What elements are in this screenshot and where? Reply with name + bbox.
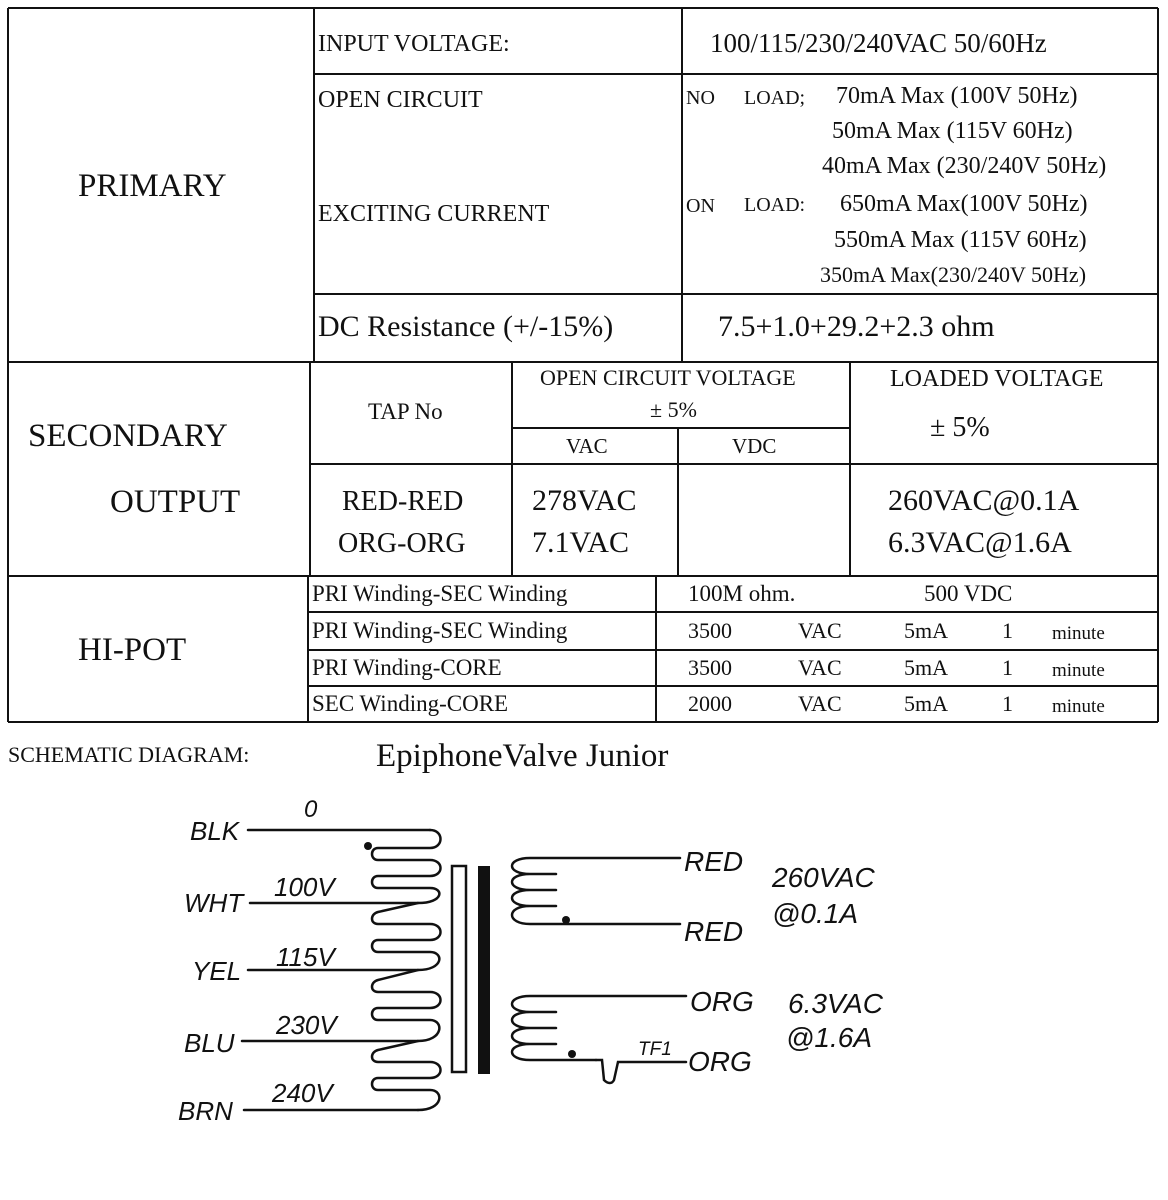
hipot-current: 5mA [904,691,948,716]
blu-wire-label: BLU [184,1028,235,1058]
tap-cell: ORG-ORG [338,528,466,559]
secondary-1-coil [512,858,680,924]
hipot-current: 5mA [904,655,948,680]
vac-cell: 278VAC [532,484,637,517]
red-wire-label: RED [684,846,744,877]
output-section-label: OUTPUT [110,484,241,520]
secondary-1-rating: @0.1A [772,898,859,929]
on-load-line: 650mA Max(100V 50Hz) [840,191,1088,217]
secondary-2-rating: 6.3VAC [788,988,883,1019]
no-load-line: 50mA Max (115V 60Hz) [832,118,1073,144]
hipot-unit: VAC [798,691,842,716]
hipot-test-name: PRI Winding-SEC Winding [312,618,568,643]
schematic-heading: SCHEMATIC DIAGRAM: [8,742,250,767]
wht-tap-label: 100V [274,872,335,902]
loaded-cell: 260VAC@0.1A [888,484,1080,517]
vdc-header: VDC [732,434,777,458]
primary-section-label: PRIMARY [78,168,227,204]
hipot-value: 3500 [688,655,732,680]
on-load-line: 550mA Max (115V 60Hz) [834,227,1087,253]
ocv-tolerance: ± 5% [650,397,697,422]
hipot-unit: VAC [798,618,842,643]
tap-no-header: TAP No [368,399,443,424]
on-load-label: LOAD: [744,194,806,216]
tf1-fuse [596,1060,686,1083]
on-load-line: 350mA Max(230/240V 50Hz) [820,262,1087,287]
no-load-prefix: NO [686,87,715,109]
dc-resistance-value: 7.5+1.0+29.2+2.3 ohm [718,310,995,343]
vac-cell: 7.1VAC [532,526,629,559]
loaded-cell: 6.3VAC@1.6A [888,526,1072,559]
exciting-current-label: EXCITING CURRENT [318,201,550,227]
tap-cell: RED-RED [342,486,464,517]
brn-wire-label: BRN [178,1096,233,1126]
hipot-test-name: PRI Winding-CORE [312,655,502,680]
tf1-label: TF1 [638,1039,672,1060]
loaded-tolerance: ± 5% [930,412,990,443]
on-load-prefix: ON [686,195,715,217]
schematic-title: EpiphoneValve Junior [376,738,669,774]
no-load-line: 70mA Max (100V 50Hz) [836,83,1078,109]
hipot-current: 5mA [904,618,948,643]
loaded-voltage-header: LOADED VOLTAGE [890,366,1104,392]
hipot-unit: VAC [798,655,842,680]
hipot-test-name: PRI Winding-SEC Winding [312,581,568,606]
yel-tap-label: 115V [276,942,335,972]
hipot-time: minute [1052,696,1105,717]
hipot-value: 2000 [688,691,732,716]
open-circuit-label: OPEN CIRCUIT [318,87,483,113]
org-wire-label: ORG [690,986,754,1017]
blu-tap-label: 230V [276,1010,337,1040]
hipot-section-label: HI-POT [78,632,187,668]
secondary-2-phase-dot [568,1050,576,1058]
secondary-section-label: SECONDARY [28,418,228,454]
blk-tap-label: 0 [304,796,318,823]
secondary-1-rating: 260VAC [772,862,875,893]
input-voltage-label: INPUT VOLTAGE: [318,31,510,57]
input-voltage-value: 100/115/230/240VAC 50/60Hz [710,28,1047,58]
org-wire-label: ORG [688,1046,752,1077]
hipot-test-name: SEC Winding-CORE [312,691,509,716]
no-load-label: LOAD; [744,87,806,109]
brn-tap-label: 240V [272,1078,333,1108]
hipot-count: 1 [1002,691,1013,716]
ocv-header: OPEN CIRCUIT VOLTAGE [540,365,796,390]
no-load-line: 40mA Max (230/240V 50Hz) [822,153,1107,179]
hipot-count: 1 [1002,618,1013,643]
yel-wire-label: YEL [192,956,242,986]
wht-wire-label: WHT [184,888,244,918]
secondary-1-phase-dot [562,916,570,924]
hipot-resistance: 100M ohm. [688,581,796,606]
core-solid [478,866,490,1074]
primary-phase-dot [364,842,372,850]
hipot-time: minute [1052,623,1105,644]
blk-wire-label: BLK [190,816,240,846]
hipot-volts: 500 VDC [924,581,1013,606]
hipot-count: 1 [1002,655,1013,680]
vac-header: VAC [566,434,608,458]
hipot-value: 3500 [688,618,732,643]
core-outline [452,866,466,1072]
secondary-2-rating: @1.6A [786,1022,873,1053]
red-wire-label: RED [684,916,744,947]
dc-resistance-label: DC Resistance (+/-15%) [318,310,614,343]
hipot-time: minute [1052,660,1105,681]
